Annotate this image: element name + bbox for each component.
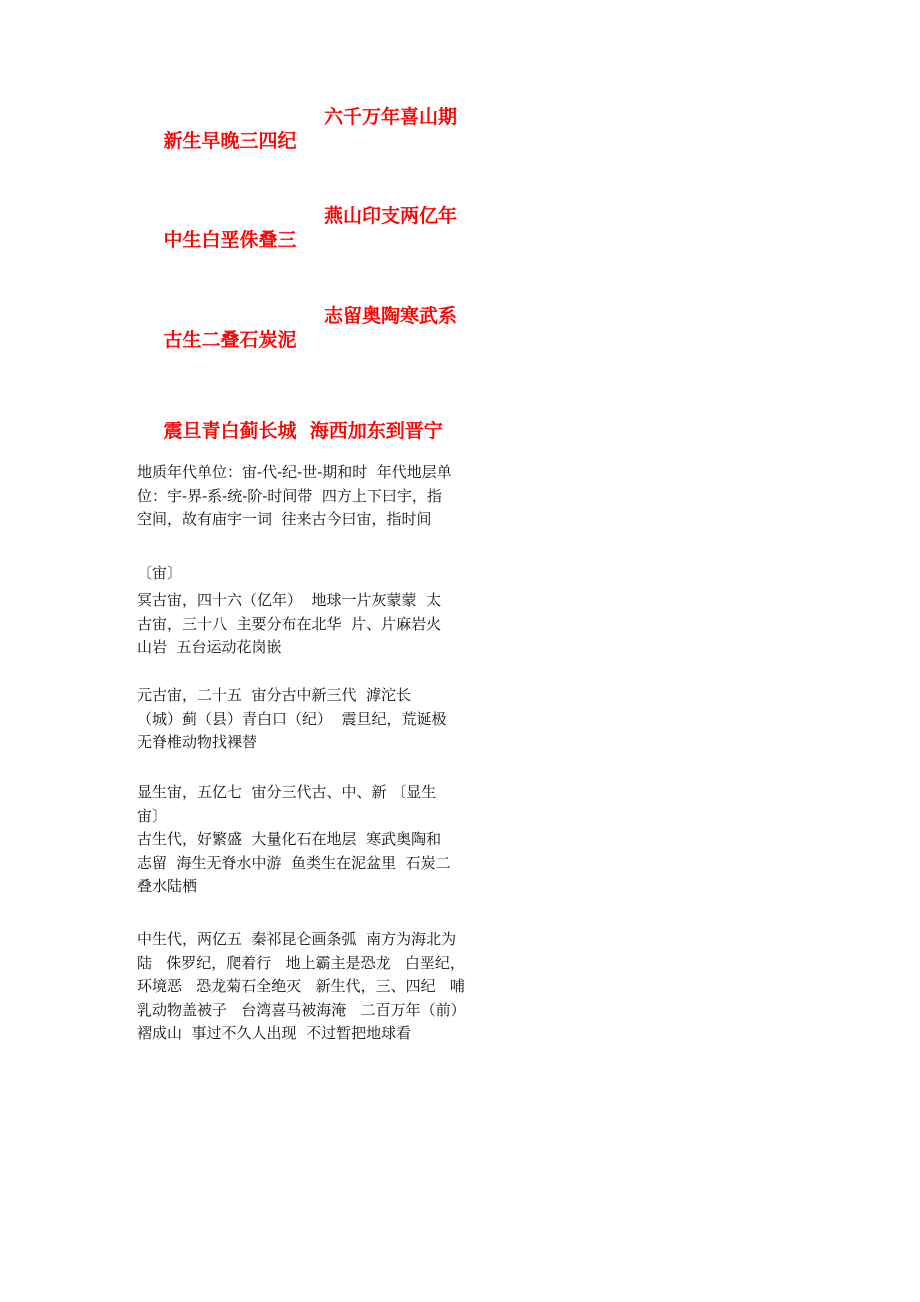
text-line: 褶成山 事过不久人出现 不过暂把地球看: [137, 1024, 412, 1042]
verse-line-3-right: 志留奥陶寒武系: [324, 305, 458, 327]
text-line: 无脊椎动物找裸替: [137, 733, 258, 751]
text-line: 古宙，三十八 主要分布在北华 片、片麻岩火: [137, 614, 442, 633]
paragraph-time-units: [137, 461, 492, 532]
text-line: 空间，故有庙宇一词 往来古今曰宙，指时间: [137, 510, 432, 528]
verse-line-4: [137, 395, 443, 467]
text-line: 元古宙，二十五 宙分古中新三代 滹沱长: [137, 686, 412, 704]
verse-line-1-left: 新生早晚三四纪: [163, 130, 297, 152]
text-line: 显生宙，五亿七 宙分三代古、中、新 〔显生: [137, 783, 437, 801]
text-line: 冥古宙，四十六（亿年） 地球一片灰蒙蒙 太: [137, 591, 442, 609]
verse-line-3-left: 古生二叠石炭泥: [163, 329, 297, 351]
text-line: 中生代，两亿五 秦祁昆仑画条弧 南方为海北为: [137, 930, 457, 948]
text-line: （城）蓟（县）青白口（纪） 震旦纪，荒诞极: [137, 709, 447, 728]
text-line: 位：宇-界-系-统-阶-时间带 四方上下曰宇，指: [137, 486, 442, 505]
verse-line-3: [137, 304, 458, 376]
text-line: 古生代，好繁盛 大量化石在地层 寒武奥陶和: [137, 830, 442, 848]
verse-line-2-right: 燕山印支两亿年: [324, 205, 458, 227]
paragraph-phanerozoic-paleozoic: [137, 781, 492, 899]
text-line: 环境恶 恐龙菊石全绝灭 新生代，三、四纪 哺: [137, 977, 465, 995]
verse-line-2-left: 中生白垩侏叠三: [163, 229, 297, 251]
section-heading: 〔宙〕: [137, 564, 183, 582]
paragraph-eon-heading: [137, 562, 492, 586]
text-line: 志留 海生无脊水中游 鱼类生在泥盆里 石炭二: [137, 853, 451, 872]
verse-line-4-text: 震旦青白蓟长城 海西加东到晋宁: [163, 420, 443, 442]
text-line: 叠水陆栖: [137, 877, 198, 895]
verse-line-1-right: 六千万年喜山期: [324, 106, 458, 128]
paragraph-hadean-archean: [137, 589, 492, 660]
verse-line-2: [137, 204, 458, 276]
text-line: 地质年代单位：宙-代-纪-世-期和时 年代地层单: [137, 463, 452, 481]
text-line: 陆 侏罗纪，爬着行 地上霸主是恐龙 白垩纪，: [137, 953, 465, 972]
paragraph-proterozoic: [137, 684, 492, 755]
text-line: 宙〕: [137, 806, 168, 825]
text-line: 乳动物盖被子 台湾喜马被海淹 二百万年（前）: [137, 1000, 466, 1019]
verse-line-1: [137, 105, 458, 177]
paragraph-mesozoic-cenozoic: [137, 928, 492, 1046]
text-line: 山岩 五台运动花岗嵌: [137, 638, 282, 656]
